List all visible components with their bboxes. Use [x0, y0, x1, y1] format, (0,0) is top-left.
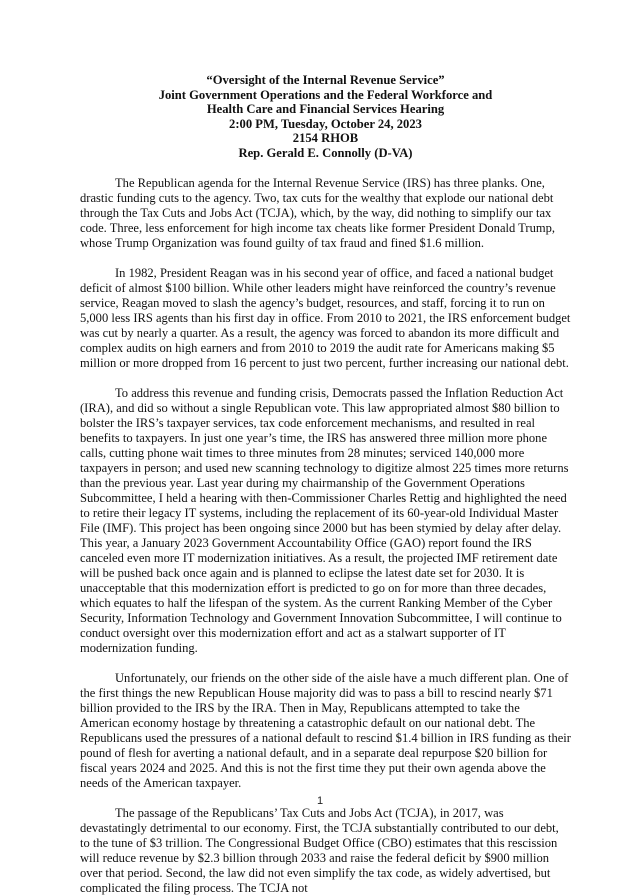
page-number: 1: [316, 795, 324, 807]
document-header: [80, 73, 571, 161]
paragraph-4: Unfortunately, our friends on the other side of the aisle have a much different plan. One of the first things the new Republican House majority did was to pass a bill to rescind nearly $71 billion provided to the IRS by the IRA. Then in May, Republicans attempted to take the American economy hostage by threatening a catastrophic default on our national debt. The Republicans used the pressures of a national default to rescind $1.4 billion in IRS funding as their pound of flesh for averting a national default, and in a separate deal repurpose $20 billion for fiscal years 2024 and 2025. And this is not the first time they put their own agenda above the needs of the American taxpayer.: [80, 670, 571, 790]
paragraph-5: The passage of the Republicans’ Tax Cuts and Jobs Act (TCJA), in 2017, was devastatingly detrimental to our economy. First, the TCJA substantially contributed to our debt, to the tune of $3 trillion. The Congressional Budget Office (CBO) estimates that this rescission will reduce revenue by $2.3 billion through 2033 and raise the federal deficit by $900 million over that period. Second, the law did not even simplify the tax code, as widely advertised, but complicated the filing process. The TCJA not: [80, 805, 559, 895]
paragraph-3: To address this revenue and funding crisis, Democrats passed the Inflation Reduction Act (IRA), and did so without a single Republican vote. This law appropriated almost $80 billion to bolster the IRS’s taxpayer services, tax code enforcement mechanisms, and resulted in real benefits to taxpayers. In just one year’s time, the IRS has answered three million more phone calls, cutting phone wait times to three minutes from 28 minutes; serviced 140,000 more taxpayers in person; and used new scanning technology to digitize almost 225 times more returns than the previous year. Last year during my chairmanship of the Government Operations Subcommittee, I held a hearing with then-Commissioner Charles Rettig and highlighted the need to retire their legacy IT systems, including the replacement of its 60-year-old Individual Master File (IMF). This project has been ongoing since 2000 but has been stymied by delay after delay. This year, a January 2023 Government Accountability Office (GAO) report found the IRS canceled even more IT modernization initiatives. As a result, the projected IMF retirement date will be pushed back once again and is planned to eclipse the latest date set for 2030. It is unacceptable that this modernization effort is predicted to go on for more than three decades, which equates to half the lifespan of the system. As the current Ranking Member of the Cyber Security, Information Technology and Government Innovation Subcommittee, I will continue to conduct oversight over this modernization effort and act as a stalwart supporter of IT modernization funding.: [80, 385, 569, 655]
hearing-datetime: 2:00 PM, Tuesday, October 24, 2023: [229, 116, 422, 131]
hearing-room: 2154 RHOB: [292, 131, 359, 146]
hearing-committee-line-1: Joint Government Operations and the Federal Workforce and: [158, 87, 493, 102]
hearing-committee-line-2: Health Care and Financial Services Hearing: [206, 102, 445, 117]
document-body: [80, 176, 571, 896]
hearing-title: “Oversight of the Internal Revenue Service”: [206, 73, 445, 87]
paragraph-1: The Republican agenda for the Internal Revenue Service (IRS) has three planks. One, drastic funding cuts to the agency. Two, tax cuts for the wealthy that explode our national debt through the Tax Cuts and Jobs Act (TCJA), which, by the way, did nothing to simplify our tax code. Three, less enforcement for high income tax cheats like former President Donald Trump, whose Trump Organization was found guilty of tax fraud and fined $1.6 million.: [80, 175, 556, 250]
speaker-name: Rep. Gerald E. Connolly (D-VA): [238, 145, 413, 160]
paragraph-2: In 1982, President Reagan was in his second year of office, and faced a national budget deficit of almost $100 billion. While other leaders might have reinforced the country’s revenue service, Reagan moved to slash the agency’s budget, resources, and staff, forcing it to run on 5,000 less IRS agents than his first day in office. From 2010 to 2021, the IRS enforcement budget was cut by nearly a quarter. As a result, the agency was forced to abandon its more difficult and complex audits on high earners and from 2010 to 2019 the audit rate for Americans making $5 million or more dropped from 16 percent to just two percent, further increasing our national debt.: [80, 265, 571, 370]
